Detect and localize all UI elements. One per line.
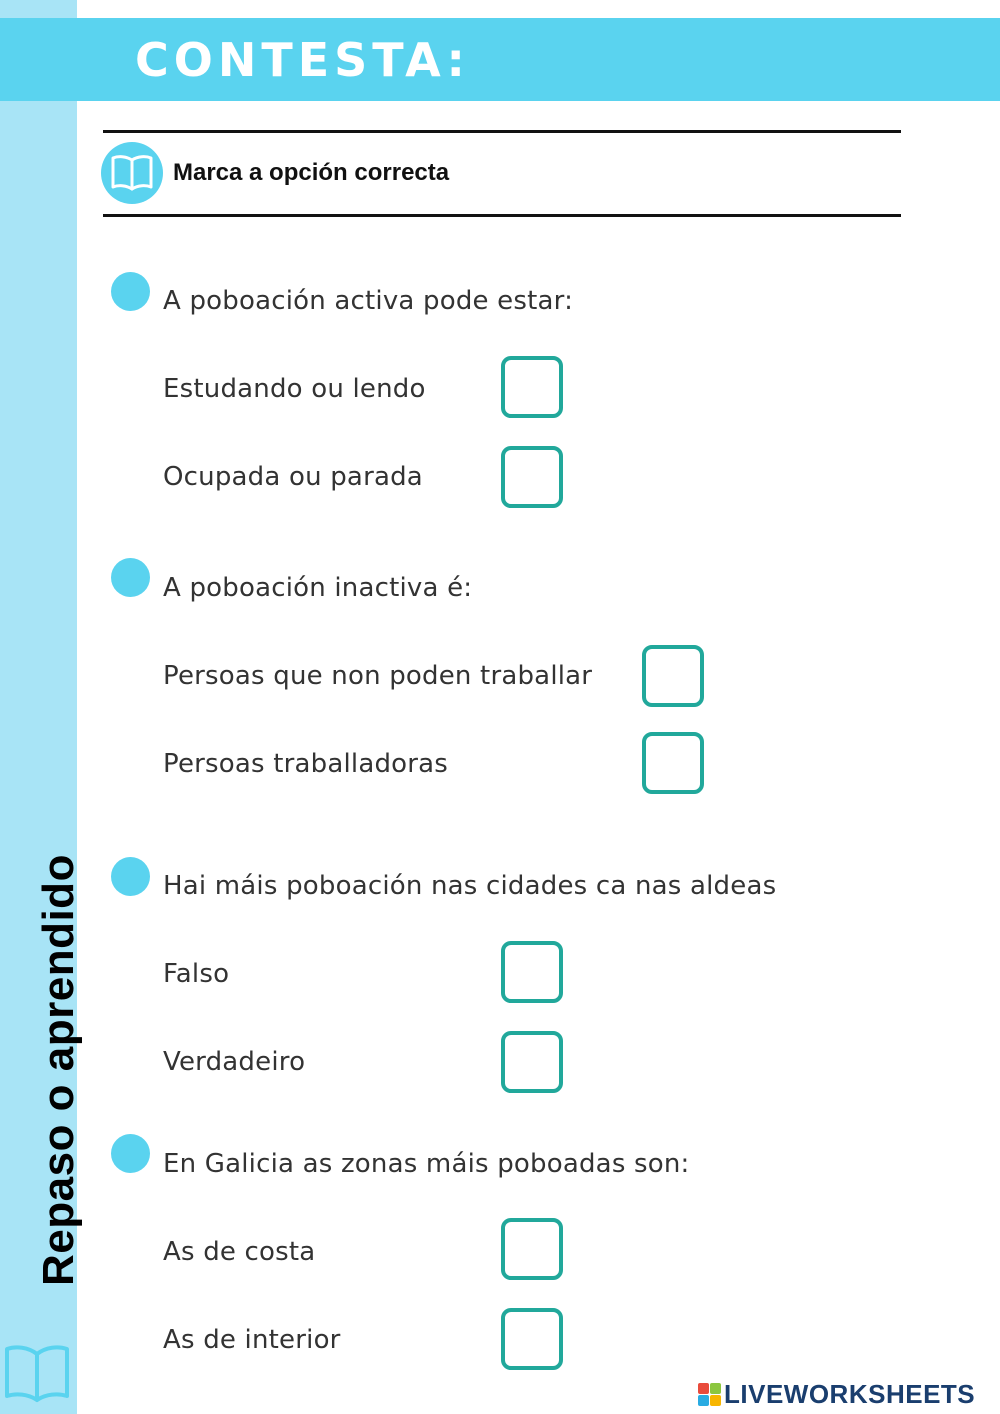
question-bullet (111, 272, 150, 311)
question-3-option-2-label: Verdadeiro (163, 1047, 306, 1077)
question-2-option-2-label: Persoas traballadoras (163, 749, 449, 779)
question-3-text: Hai máis poboación nas cidades ca nas aldeas (163, 871, 777, 901)
question-1-option-1-label: Estudando ou lendo (163, 374, 426, 404)
question-4-option-2-checkbox[interactable] (501, 1308, 563, 1370)
question-4-text: En Galicia as zonas máis poboadas son: (163, 1149, 690, 1179)
question-1-option-2-label: Ocupada ou parada (163, 462, 423, 492)
question-1-option-1-checkbox[interactable] (501, 356, 563, 418)
question-bullet (111, 857, 150, 896)
question-bullet (111, 558, 150, 597)
logo-mark-icon (698, 1383, 721, 1406)
question-3-option-1-label: Falso (163, 959, 230, 989)
question-bullet (111, 1134, 150, 1173)
question-1-option-2-checkbox[interactable] (501, 446, 563, 508)
instructions-text: Marca a opción correcta (173, 159, 450, 186)
divider-top (103, 130, 901, 133)
question-2-option-1-label: Persoas que non poden traballar (163, 661, 593, 691)
page-title: CONTESTA: (135, 33, 470, 87)
question-4-option-2-label: As de interior (163, 1325, 341, 1355)
logo-text: LIVEWORKSHEETS (724, 1379, 976, 1409)
sidebar-title: Repaso o aprendido (34, 854, 83, 1286)
liveworksheets-logo (698, 1378, 975, 1410)
question-4-option-1-checkbox[interactable] (501, 1218, 563, 1280)
divider-bottom (103, 214, 901, 217)
sidebar (0, 0, 83, 1414)
question-3-option-2-checkbox[interactable] (501, 1031, 563, 1093)
book-icon (101, 142, 163, 204)
question-4-option-1-label: As de costa (163, 1237, 316, 1267)
question-2-text: A poboación inactiva é: (163, 573, 473, 603)
question-3-option-1-checkbox[interactable] (501, 941, 563, 1003)
open-book-icon (2, 1342, 72, 1404)
question-2-option-2-checkbox[interactable] (642, 732, 704, 794)
question-1-text: A poboación activa pode estar: (163, 286, 574, 316)
question-2-option-1-checkbox[interactable] (642, 645, 704, 707)
